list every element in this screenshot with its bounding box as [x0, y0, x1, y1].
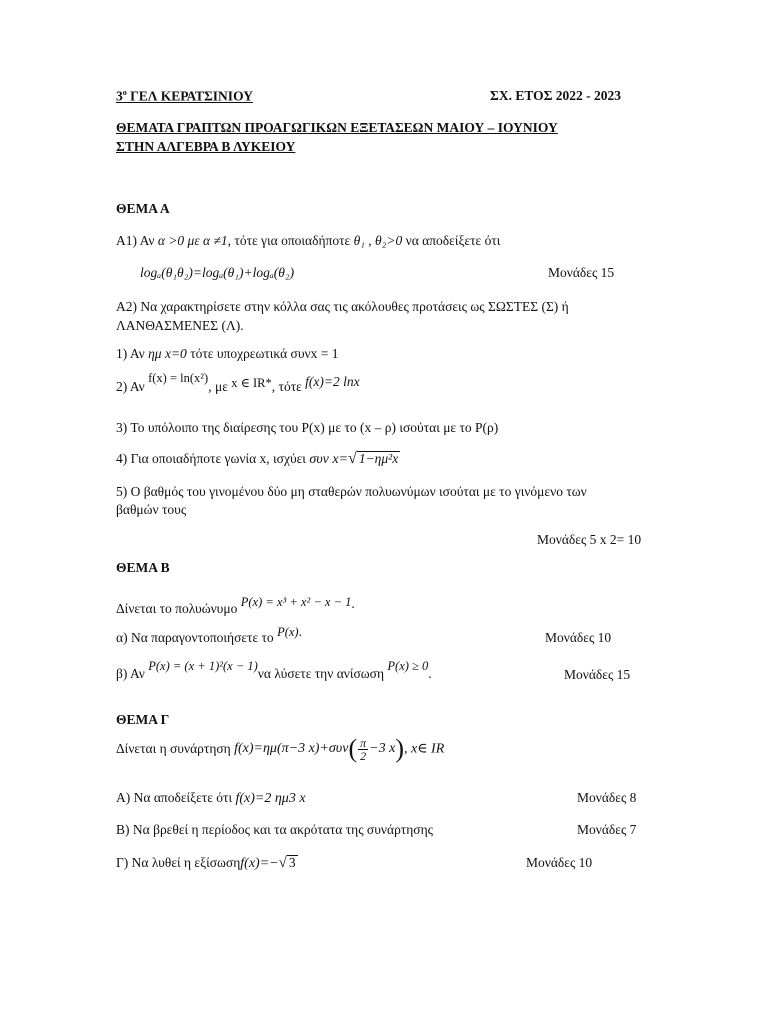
log-formula: logₐ(θ₁θ₂)=logₐ(θ₁)+logₐ(θ₂)	[140, 265, 295, 280]
points-c-c: Μονάδες 10	[526, 855, 593, 870]
exam-title-line1: ΘΕΜΑΤΑ ΓΡΑΠΤΩΝ ΠΡΟΑΓΩΓΙΚΩΝ ΕΞΕΤΑΣΕΩΝ ΜΑΙΟΥ – ΙΟΥΝΙΟΥ	[116, 120, 558, 135]
question-c-a: Α) Να αποδείξετε ότι f(x)=2 ημ3 x	[116, 790, 306, 806]
statement-3: 3) Το υπόλοιπο της διαίρεσης του P(x) με το (x – ρ) ισούται με το P(ρ)	[116, 420, 499, 435]
exam-title-line2: ΣΤΗΝ ΑΛΓΕΒΡΑ Β ΛΥΚΕΙΟΥ	[116, 139, 296, 154]
points-b-a: Μονάδες 10	[545, 630, 612, 645]
school-year: ΣΧ. ΕΤΟΣ 2022 - 2023	[490, 88, 622, 103]
points-a1: Μονάδες 15	[548, 265, 615, 280]
question-c-b: Β) Να βρεθεί η περίοδος και τα ακρότατα της συνάρτησης	[116, 822, 433, 837]
points-c-b: Μονάδες 7	[577, 822, 637, 837]
school-name: $3^o$ ΓΕΛ ΚΕΡΑΤΣΙΝΙΟΥ	[116, 88, 253, 104]
question-a2-line2: ΛΑΝΘΑΣΜΕΝΕΣ (Λ).	[116, 318, 244, 333]
section-heading-a: ΘΕΜΑ Α	[116, 201, 170, 216]
statement-4: 4) Για οποιαδήποτε γωνία x, ισχύει συν x=√ 1−ημ²x	[116, 450, 399, 467]
question-c-c: Γ) Να λυθεί η εξίσωσηf(x)=−√ 3	[116, 855, 296, 871]
points-a2: Μονάδες 5 x 2= 10	[537, 532, 642, 547]
section-heading-b: ΘΕΜΑ Β	[116, 560, 170, 575]
statement-1: 1) Αν ημ x=0 τότε υποχρεωτικά συνx = 1	[116, 346, 339, 361]
statement-2: 2) Αν f(x) = ln(x²), με x ∈ IR*, τότε f(x)=2 lnx	[116, 371, 360, 394]
question-b-intro: Δίνεται το πολυώνυμο P(x) = x³ + x² − x − 1.	[116, 595, 355, 616]
points-c-a: Μονάδες 8	[577, 790, 637, 805]
question-b-b: β) Αν P(x) = (x + 1)²(x − 1)να λύσετε την ανίσωση P(x) ≥ 0.	[116, 659, 432, 681]
question-a2-line1: Α2) Να χαρακτηρίσετε στην κόλλα σας τις ακόλουθες προτάσεις ως ΣΩΣΤΕΣ (Σ) ή	[116, 299, 569, 314]
section-heading-c: ΘΕΜΑ Γ	[116, 712, 170, 727]
statement-5-line1: 5) Ο βαθμός του γινομένου δύο μη σταθερών πολυωνύμων ισούται με το γινόμενο των	[116, 484, 587, 499]
pi-over-2-fraction: $\frac{\pi}{2}$	[360, 735, 367, 763]
points-b-b: Μονάδες 15	[564, 667, 631, 682]
statement-5-line2: βαθμών τους	[116, 502, 187, 517]
sqrt-radicand: 1−ημ²x	[358, 451, 399, 466]
question-c-intro: Δίνεται η συνάρτηση f(x)=ημ(π−3 x)+συν( $\frac{\pi}{2}$ −3 x), x∈ IR	[116, 734, 445, 763]
question-b-a: α) Να παραγοντοποιήσετε το P(x).	[116, 624, 302, 645]
question-a1: Α1) Αν α >0 με α ≠1, τότε για οποιαδήποτε θ₁ , θ₂>0 να αποδείξετε ότι	[116, 233, 501, 248]
